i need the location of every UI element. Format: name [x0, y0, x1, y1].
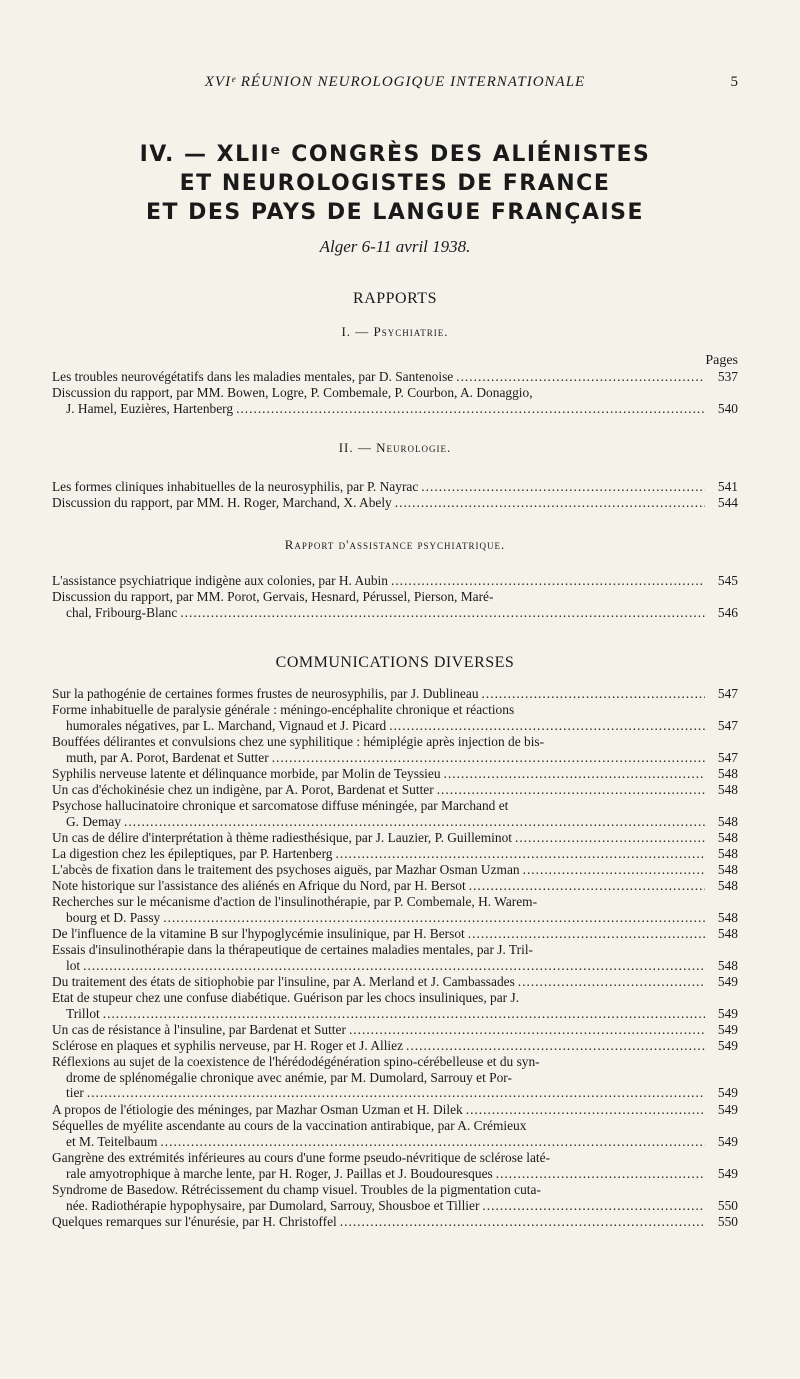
entry-page: 549	[717, 1102, 738, 1117]
dot-leader	[482, 1198, 705, 1214]
entry-text: Discussion du rapport, par MM. Porot, Gervais, Hesnard, Pérussel, Pierson, Maré-	[52, 589, 494, 604]
entry-text: née. Radiothérapie hypophysaire, par Dumolard, Sarrouy, Shousboe et Tillier	[66, 1197, 480, 1213]
entry-text: Syndrome de Basedow. Rétrécissement du champ visuel. Troubles de la pigmentation cuta-	[52, 1182, 541, 1197]
toc-entry	[52, 926, 738, 942]
dot-leader	[103, 1006, 705, 1022]
dot-leader	[437, 782, 705, 798]
entry-page: 547	[717, 749, 738, 765]
title-line-3: ET DES PAYS DE LANGUE FRANÇAISE	[145, 200, 645, 225]
entry-text: Les formes cliniques inhabituelles de la neurosyphilis, par P. Nayrac	[52, 479, 419, 494]
entry-page: 537	[717, 369, 738, 384]
entry-page: 548	[717, 830, 738, 845]
dot-leader	[395, 495, 705, 511]
entry-text: Discussion du rapport, par MM. H. Roger, Marchand, X. Abely	[52, 495, 392, 510]
toc-entry	[52, 990, 738, 1021]
entry-text: muth, par A. Porot, Bardenat et Sutter	[66, 749, 269, 765]
dot-leader	[496, 1166, 705, 1182]
rapports-heading: RAPPORTS	[353, 290, 437, 307]
dot-leader	[349, 1022, 705, 1038]
section-heading-neurologie: II. — Neurologie.	[338, 440, 452, 455]
entry-page: 545	[717, 573, 738, 588]
subtitle: Alger 6-11 avril 1938.	[319, 237, 471, 256]
entry-page: 549	[717, 1038, 738, 1053]
entry-text: tier	[66, 1085, 84, 1100]
entry-text: drome de splénomégalie chronique avec anémie, par M. Dumolard, Sarrouy et Por-	[66, 1069, 512, 1085]
entry-text: Un cas de délire d'interprétation à thème radiesthésique, par J. Lauzier, P. Guilleminot	[52, 830, 512, 845]
dot-leader	[456, 369, 705, 385]
entry-page: 547	[717, 717, 738, 733]
entry-page: 548	[717, 862, 738, 877]
entry-text: bourg et D. Passy	[66, 909, 161, 925]
entry-page: 549	[717, 1133, 738, 1149]
entry-text: Note historique sur l'assistance des aliénés en Afrique du Nord, par H. Bersot	[52, 878, 466, 893]
entry-text: Essais d'insulinothérapie dans la thérapeutique de certaines maladies mentales, par J. Tril-	[52, 942, 533, 957]
entry-page: 548	[717, 926, 738, 941]
toc-entry	[52, 479, 738, 495]
dot-leader	[87, 1085, 705, 1101]
entry-text: Bouffées délirantes et convulsions chez une syphilitique : hémiplégie après injection de bis-	[52, 734, 545, 749]
entry-page: 548	[717, 878, 738, 893]
entry-text: Sur la pathogénie de certaines formes frustes de neurosyphilis, par J. Dublineau	[52, 686, 479, 701]
main-title	[52, 140, 738, 227]
entry-text: et M. Teitelbaum	[66, 1133, 158, 1149]
entry-text: Les troubles neurovégétatifs dans les maladies mentales, par D. Santenoise	[52, 369, 454, 384]
entry-text: Séquelles de myélite ascendante au cours de la vaccination antirabique, par A. Crémieux	[52, 1118, 527, 1133]
entry-page: 548	[717, 909, 738, 925]
entry-text: G. Demay	[66, 813, 122, 829]
toc-entry	[52, 1118, 738, 1149]
toc-entry	[52, 1150, 738, 1181]
entry-page: 550	[717, 1197, 738, 1213]
dot-leader	[163, 910, 705, 926]
entry-text: Forme inhabituelle de paralysie générale : méningo-encéphalite chronique et réactions	[52, 702, 515, 717]
entry-text: Trillot	[66, 1005, 100, 1021]
dot-leader	[391, 573, 705, 589]
toc-entry	[52, 830, 738, 846]
dot-leader	[523, 862, 705, 878]
entry-page: 540	[717, 400, 738, 416]
pages-label: Pages	[705, 353, 738, 368]
toc-entry	[52, 369, 738, 385]
dot-leader	[389, 718, 705, 734]
entry-page: 549	[717, 1085, 738, 1100]
entry-text: L'assistance psychiatrique indigène aux colonies, par H. Aubin	[52, 573, 388, 588]
entry-text: rale amyotrophique à marche lente, par H. Roger, J. Paillas et J. Boudouresques	[66, 1165, 493, 1181]
dot-leader	[406, 1038, 705, 1054]
dot-leader	[336, 846, 706, 862]
title-line-1: IV. — XLIIᵉ CONGRÈS DES ALIÉNISTES	[139, 142, 651, 167]
toc-entry	[52, 1214, 738, 1230]
toc-entry	[52, 385, 738, 416]
toc-entry	[52, 1038, 738, 1054]
entry-page: 541	[717, 479, 738, 494]
toc-entry	[52, 782, 738, 798]
entry-text: lot	[66, 957, 81, 973]
dot-leader	[466, 1102, 705, 1118]
entry-page: 548	[717, 846, 738, 861]
entry-text: humorales négatives, par L. Marchand, Vignaud et J. Picard	[66, 717, 387, 733]
toc-entry	[52, 702, 738, 733]
toc-entry	[52, 734, 738, 765]
toc-entry	[52, 894, 738, 925]
entry-text: Réflexions au sujet de la coexistence de l'hérédodégénération spino-cérébelleuse et du syn-	[52, 1054, 540, 1069]
dot-leader	[421, 479, 705, 495]
dot-leader	[515, 830, 705, 846]
entry-page: 548	[717, 813, 738, 829]
dot-leader	[160, 1134, 705, 1150]
toc-entry	[52, 495, 738, 511]
toc-entry	[52, 942, 738, 973]
dot-leader	[236, 401, 705, 417]
toc-entry	[52, 862, 738, 878]
running-head: XVIᵉ RÉUNION NEUROLOGIQUE INTERNATIONALE	[204, 74, 586, 90]
toc-entry	[52, 1022, 738, 1038]
dot-leader	[469, 878, 705, 894]
entry-page: 549	[717, 974, 738, 989]
dot-leader	[444, 766, 705, 782]
toc-entry	[52, 1182, 738, 1213]
entry-text: J. Hamel, Euzières, Hartenberg	[66, 400, 234, 416]
toc-entry	[52, 573, 738, 589]
entry-page: 549	[717, 1005, 738, 1021]
entry-page: 550	[717, 1214, 738, 1229]
entry-page: 544	[717, 495, 738, 510]
entry-text: Quelques remarques sur l'énurésie, par H. Christoffel	[52, 1214, 337, 1229]
toc-entry	[52, 589, 738, 620]
entry-text: Sclérose en plaques et syphilis nerveuse, par H. Roger et J. Alliez	[52, 1038, 404, 1053]
section-heading-psychiatrie: I. — Psychiatrie.	[341, 324, 449, 339]
entry-text: Psychose hallucinatoire chronique et sarcomatose diffuse méningée, par Marchand et	[52, 798, 509, 813]
title-line-2: ET NEUROLOGISTES DE FRANCE	[179, 171, 611, 196]
entry-page: 547	[717, 686, 738, 701]
communications-heading: COMMUNICATIONS DIVERSES	[275, 654, 515, 671]
entry-text: Un cas de résistance à l'insuline, par Bardenat et Sutter	[52, 1022, 346, 1037]
toc-entry	[52, 878, 738, 894]
dot-leader	[124, 814, 705, 830]
dot-leader	[518, 974, 705, 990]
entry-text: L'abcès de fixation dans le traitement des psychoses aiguës, par Mazhar Osman Uzman	[52, 862, 520, 877]
page-number: 5	[730, 74, 738, 90]
entry-page: 549	[717, 1165, 738, 1181]
entry-text: Un cas d'échokinésie chez un indigène, par A. Porot, Bardenat et Sutter	[52, 782, 434, 797]
toc-entry	[52, 766, 738, 782]
toc-entry	[52, 1054, 738, 1101]
toc-entry	[52, 798, 738, 829]
entry-text: Etat de stupeur chez une confuse diabétique. Guérison par les chocs insuliniques, par J.	[52, 990, 520, 1005]
entry-text: Discussion du rapport, par MM. Bowen, Logre, P. Combemale, P. Courbon, A. Donaggio,	[52, 385, 533, 400]
entry-page: 549	[717, 1022, 738, 1037]
entry-text: Du traitement des états de sitiophobie par l'insuline, par A. Merland et J. Cambassades	[52, 974, 515, 989]
dot-leader	[468, 926, 705, 942]
entry-text: Recherches sur le mécanisme d'action de l'insulinothérapie, par P. Combemale, H. Warem-	[52, 894, 538, 909]
toc-entry	[52, 846, 738, 862]
entry-text: A propos de l'étiologie des méninges, par Mazhar Osman Uzman et H. Dilek	[52, 1102, 463, 1117]
entry-page: 548	[717, 957, 738, 973]
toc-entry	[52, 1102, 738, 1118]
toc-entry	[52, 686, 738, 702]
entry-page: 546	[717, 604, 738, 620]
entry-page: 548	[717, 782, 738, 797]
entry-text: Syphilis nerveuse latente et délinquance morbide, par Molin de Teyssieu	[52, 766, 441, 781]
dot-leader	[83, 958, 705, 974]
entry-page: 548	[717, 766, 738, 781]
dot-leader	[340, 1214, 705, 1230]
entry-text: La digestion chez les épileptiques, par P. Hartenberg	[52, 846, 333, 861]
dot-leader	[482, 686, 705, 702]
dot-leader	[272, 750, 705, 766]
dot-leader	[180, 605, 705, 621]
entry-text: Gangrène des extrémités inférieures au cours d'une forme pseudo-névritique de sclérose laté-	[52, 1150, 551, 1165]
toc-entry	[52, 974, 738, 990]
entry-text: chal, Fribourg-Blanc	[66, 604, 178, 620]
entry-text: De l'influence de la vitamine B sur l'hypoglycémie insulinique, par H. Bersot	[52, 926, 465, 941]
section-heading-assistance: Rapport d'assistance psychiatrique.	[284, 537, 506, 552]
